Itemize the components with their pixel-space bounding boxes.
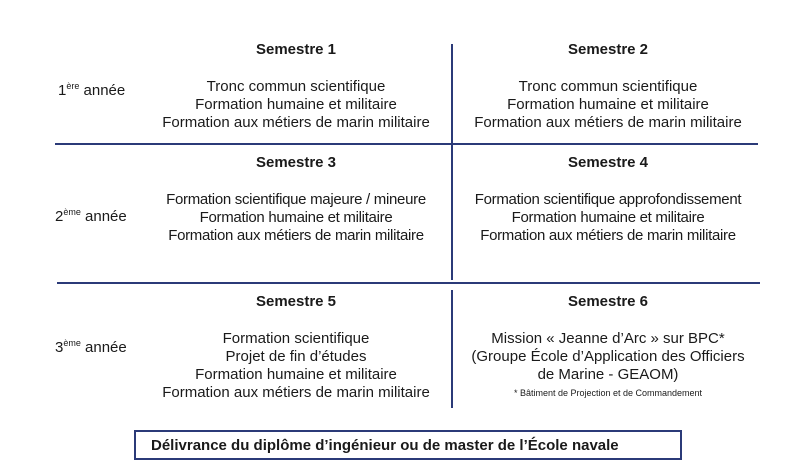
semester-6-content: [456, 330, 760, 401]
semester-6-title: Semestre 6: [567, 293, 649, 310]
year-label-2: 2ème année: [55, 207, 127, 225]
semester-5-content: [144, 330, 448, 402]
semester-5-line-4: Formation aux métiers de marin militaire: [162, 384, 430, 401]
semester-6-footnote: * Bâtiment de Projection et de Commandement: [513, 388, 703, 398]
semester-6-line-2: (Groupe École d’Application des Officiers: [471, 348, 745, 365]
semester-3-line-1: Formation scientifique majeure / mineure: [166, 191, 426, 208]
grid-vertical-divider-top: [451, 44, 453, 280]
semester-5-line-1: Formation scientifique: [222, 330, 370, 347]
semester-1-line-1: Tronc commun scientifique: [206, 78, 386, 95]
year-label-1: 1ère année: [58, 81, 126, 99]
semester-4-line-3: Formation aux métiers de marin militaire: [480, 227, 736, 244]
semester-3-content: [144, 191, 448, 245]
semester-5-line-2: Projet de fin d’études: [225, 348, 367, 365]
semester-3-line-2: Formation humaine et militaire: [199, 209, 393, 226]
semester-2-line-3: Formation aux métiers de marin militaire: [474, 114, 742, 131]
semester-1-content: [144, 78, 448, 132]
diploma-text: Délivrance du diplôme d’ingénieur ou de master de l’École navale: [151, 437, 619, 454]
semester-2-line-2: Formation humaine et militaire: [507, 96, 709, 113]
semester-4-line-2: Formation humaine et militaire: [511, 209, 705, 226]
semester-5-title: Semestre 5: [255, 293, 337, 310]
semester-2-title: Semestre 2: [567, 41, 649, 58]
semester-4-title: Semestre 4: [567, 154, 649, 171]
semester-6-line-3: de Marine - GEAOM): [537, 366, 679, 383]
semester-5-line-3: Formation humaine et militaire: [195, 366, 397, 383]
semester-6-line-1: Mission « Jeanne d’Arc » sur BPC*: [491, 330, 725, 347]
semester-3-line-3: Formation aux métiers de marin militaire: [168, 227, 424, 244]
diploma-box: [134, 430, 682, 460]
grid-divider-year-1-2: [55, 143, 758, 145]
grid-vertical-divider-bottom: [451, 290, 453, 408]
year-label-3: 3ème année: [55, 338, 127, 356]
grid-divider-year-2-3: [57, 282, 760, 284]
semester-1-line-3: Formation aux métiers de marin militaire: [162, 114, 430, 131]
semester-4-line-1: Formation scientifique approfondissement: [474, 191, 742, 208]
semester-3-title: Semestre 3: [255, 154, 337, 171]
semester-2-content: [456, 78, 760, 132]
semester-2-line-1: Tronc commun scientifique: [518, 78, 698, 95]
semester-1-title: Semestre 1: [255, 41, 337, 58]
semester-1-line-2: Formation humaine et militaire: [195, 96, 397, 113]
semester-4-content: [456, 191, 760, 245]
